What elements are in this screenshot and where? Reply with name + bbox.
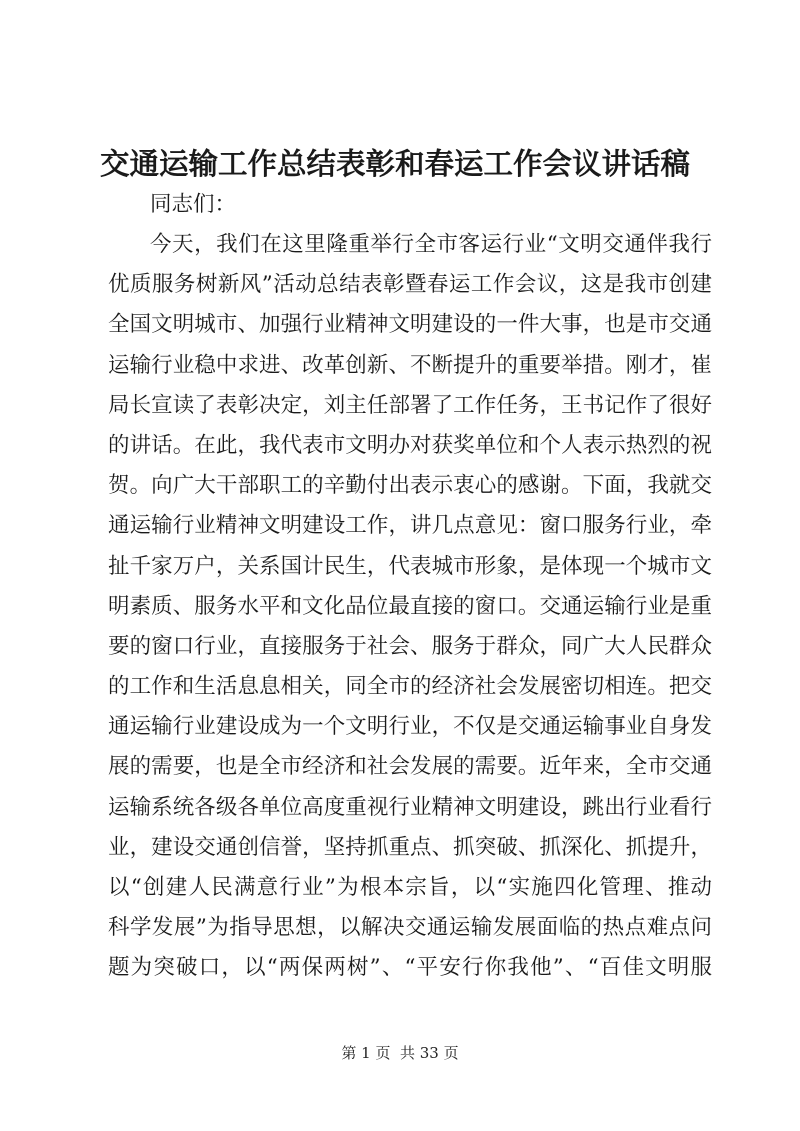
paragraph-line: 运输行业稳中求进、改革创新、不断提升的重要举措。刚才，崔 bbox=[108, 352, 712, 378]
paragraph-line: 贺。向广大干部职工的辛勤付出表示衷心的感谢。下面，我就交 bbox=[108, 473, 712, 499]
paragraph-line: 要的窗口行业，直接服务于社会、服务于群众，同广大人民群众 bbox=[108, 633, 712, 659]
paragraph-line: 以“创建人民满意行业”为根本宗旨，以“实施四化管理、推动 bbox=[108, 875, 712, 900]
paragraph-line: 明素质、服务水平和文化品位最直接的窗口。交通运输行业是重 bbox=[108, 593, 712, 619]
paragraph-line: 通运输行业精神文明建设工作，讲几点意见：窗口服务行业，牵 bbox=[108, 513, 712, 539]
paragraph-line: 优质服务树新风”活动总结表彰暨春运工作会议，这是我市创建 bbox=[108, 272, 712, 298]
paragraph-line: 展的需要，也是全市经济和社会发展的需要。近年来，全市交通 bbox=[108, 754, 712, 780]
paragraph-line: 今天，我们在这里隆重举行全市客运行业“文明交通伴我行 bbox=[150, 232, 712, 257]
paragraph-line: 通运输行业建设成为一个文明行业，不仅是交通运输事业自身发 bbox=[108, 714, 712, 740]
paragraph-line: 业，建设交通创信誉，坚持抓重点、抓突破、抓深化、抓提升， bbox=[108, 834, 712, 860]
paragraph-line: 局长宣读了表彰决定，刘主任部署了工作任务，王书记作了很好 bbox=[108, 392, 712, 418]
salutation: 同志们： bbox=[150, 192, 237, 217]
paragraph-line: 题为突破口，以“两保两树”、“平安行你我他”、“百佳文明服 bbox=[108, 955, 712, 981]
document-body bbox=[108, 185, 712, 989]
page-footer bbox=[0, 1043, 800, 1063]
paragraph-line: 的讲话。在此，我代表市文明办对获奖单位和个人表示热烈的祝 bbox=[108, 432, 712, 458]
paragraph-line: 扯千家万户，关系国计民生，代表城市形象，是体现一个城市文 bbox=[108, 553, 712, 579]
paragraph-line: 科学发展”为指导思想，以解决交通运输发展面临的热点难点问 bbox=[108, 915, 712, 941]
paragraph-line: 运输系统各级各单位高度重视行业精神文明建设，跳出行业看行 bbox=[108, 794, 712, 820]
paragraph-line: 的工作和生活息息相关，同全市的经济社会发展密切相连。把交 bbox=[108, 674, 712, 700]
paragraph-line: 全国文明城市、加强行业精神文明建设的一件大事，也是市交通 bbox=[108, 312, 712, 338]
document-title: 交通运输工作总结表彰和春运工作会议讲话稿 bbox=[100, 146, 691, 181]
paragraph bbox=[108, 225, 712, 989]
page-number-label: 第 1 页 共 33 页 bbox=[341, 1044, 459, 1062]
